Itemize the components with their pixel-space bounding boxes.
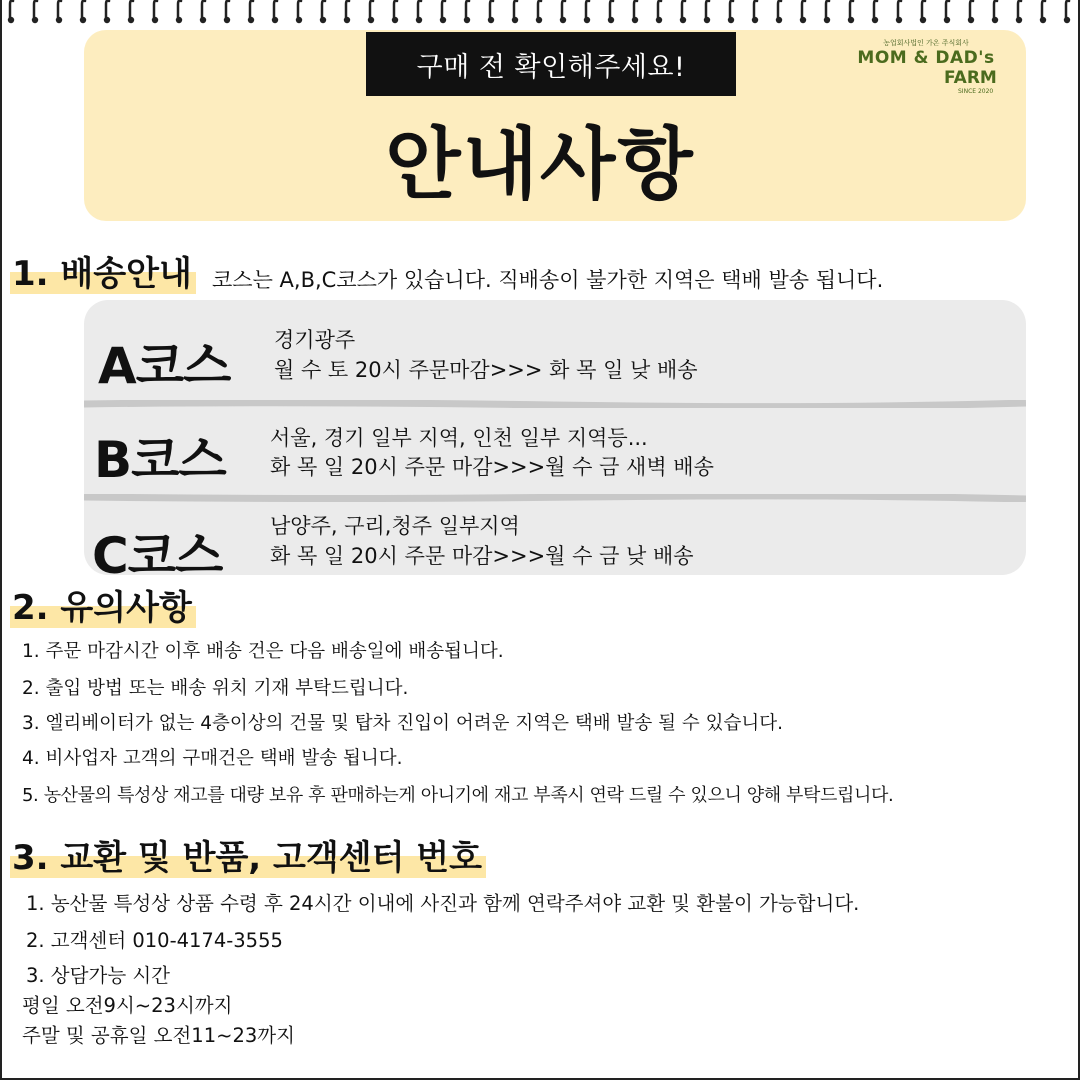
consultation-hours-label: 3. 상담가능 시간 [26,964,171,987]
course-b-name: B코스 [94,431,226,489]
course-b-schedule: 화 목 일 20시 주문 마감>>>월 수 금 새벽 배송 [270,455,714,479]
check-before-purchase-banner: 구매 전 확인해주세요! [366,32,736,96]
shipping-description: 코스는 A,B,C코스가 있습니다. 직배송이 불가한 지역은 택배 발송 됩니다. [212,268,884,292]
logo-since: SINCE 2020 [958,88,994,95]
note-item: 3. 엘리베이터가 없는 4층이상의 건물 및 탑차 진입이 어려운 지역은 택배 발송 될 수 있습니다. [22,713,783,734]
page-title: 안내사항 [385,120,695,210]
shipping-heading: 1. 배송안내 [10,246,196,295]
divider-line [84,494,1026,502]
course-a-schedule: 월 수 토 20시 주문마감>>> 화 목 일 낮 배송 [274,358,698,382]
notes-heading: 2. 유의사항 [10,580,196,629]
course-b-region: 서울, 경기 일부 지역, 인천 일부 지역등... [270,426,648,450]
course-a-region: 경기광주 [274,328,356,352]
course-c-region: 남양주, 구리,청주 일부지역 [270,514,520,538]
note-item: 5. 농산물의 특성상 재고를 대량 보유 후 판매하는게 아니기에 재고 부족시 연락 드릴 수 있으니 양해 부탁드립니다. [22,785,894,806]
note-item: 4. 비사업자 고객의 구매건은 택배 발송 됩니다. [22,748,403,769]
logo-brand: MOM & DAD's [857,48,995,68]
logo-company-name: 농업회사법인 가온 주식회사 [883,39,969,47]
divider-line [84,400,1026,408]
customer-center-number: 2. 고객센터 010-4174-3555 [26,929,283,952]
weekend-hours: 주말 및 공휴일 오전11~23까지 [22,1024,295,1047]
note-item: 2. 출입 방법 또는 배송 위치 기재 부탁드립니다. [22,678,409,699]
exchange-item: 1. 농산물 특성상 상품 수령 후 24시간 이내에 사진과 함께 연락주셔야 교환 및 환불이 가능합니다. [26,892,860,915]
course-c-name: C코스 [92,527,223,575]
weekday-hours: 평일 오전9시~23시까지 [22,994,233,1017]
exchange-heading: 3. 교환 및 반품, 고객센터 번호 [10,830,486,879]
course-a-name: A코스 [98,337,231,395]
course-c-schedule: 화 목 일 20시 주문 마감>>>월 수 금 낮 배송 [270,544,694,568]
logo-farm: FARM [944,68,997,88]
note-item: 1. 주문 마감시간 이후 배송 건은 다음 배송일에 배송됩니다. [22,641,504,662]
course-panel [84,300,1026,575]
brand-logo [840,36,1020,106]
spiral-binding [0,0,1080,30]
